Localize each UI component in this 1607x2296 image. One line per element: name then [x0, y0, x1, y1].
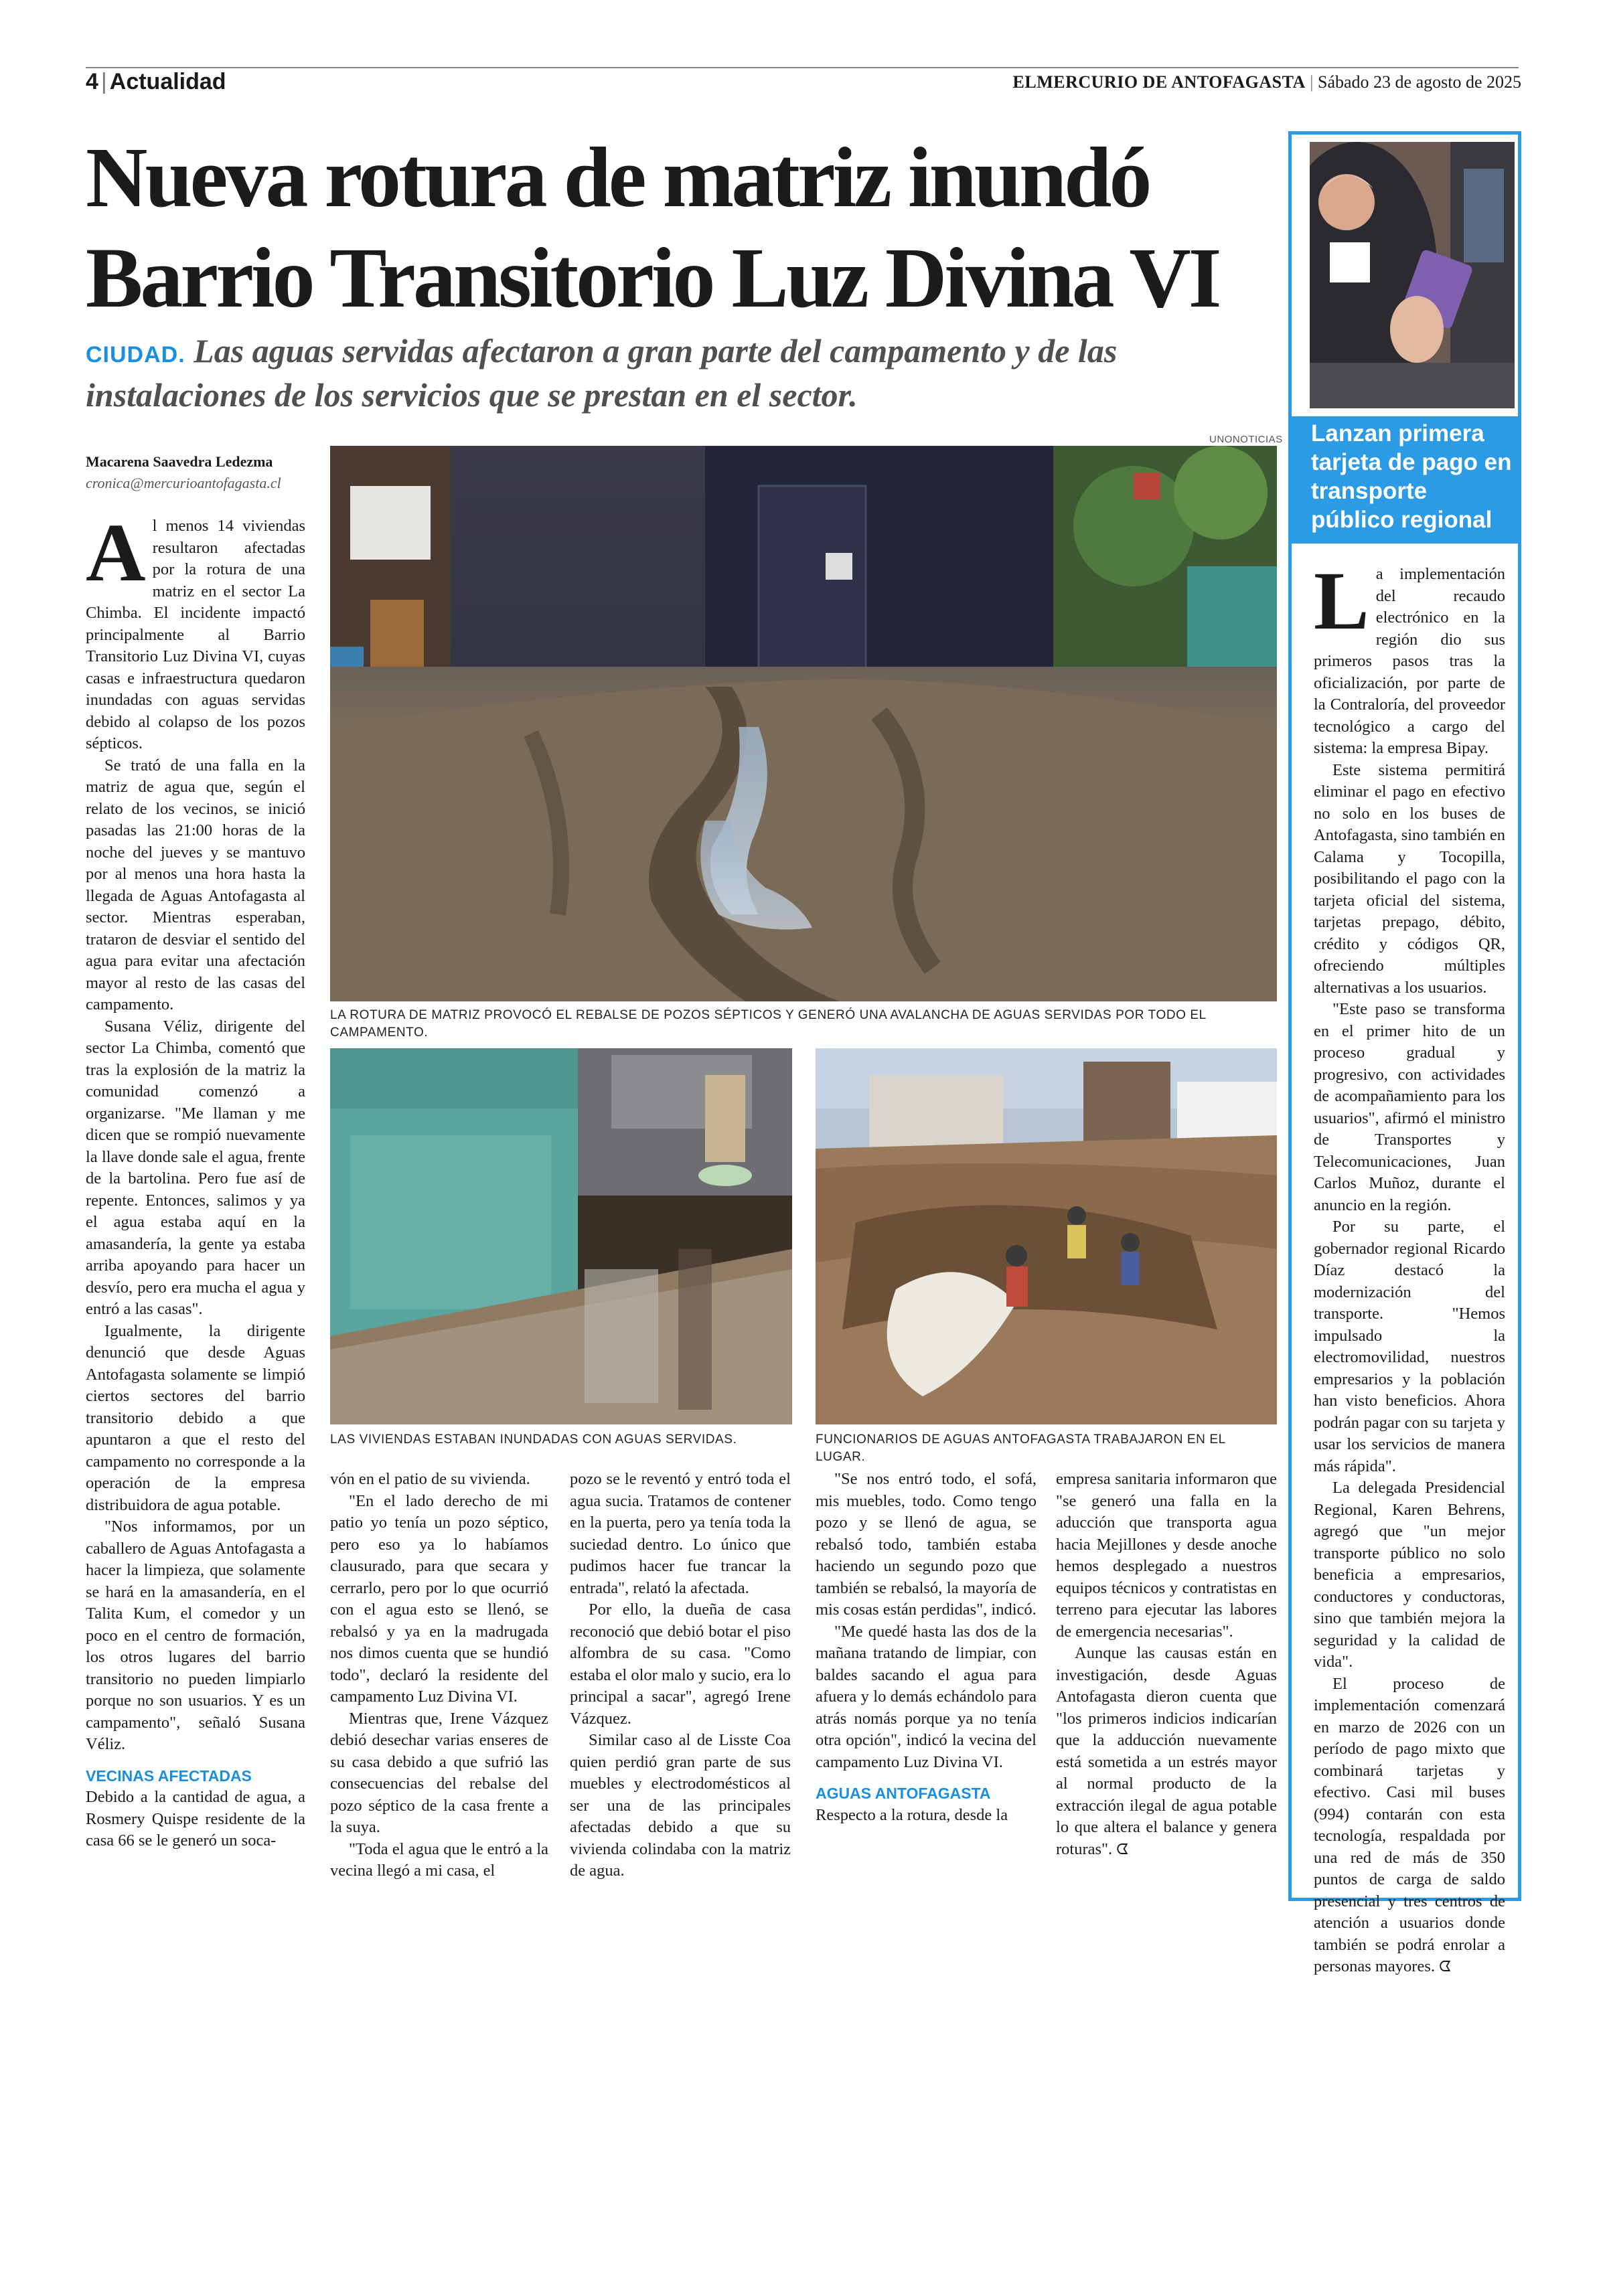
- left-photo: [330, 1048, 792, 1424]
- byline: [86, 451, 311, 494]
- subhead-vecinas: VECINAS AFECTADAS: [86, 1767, 252, 1785]
- right-photo: [816, 1048, 1277, 1424]
- paragraph: pozo se le reventó y entró toda el agua sucia. Tratamos de contener en la puerta, pero ya tenía toda la suciedad dentro. Lo único que pudimos hacer fue trancar la entrada", relató la afectada.: [570, 1470, 791, 1597]
- main-photo: [330, 446, 1277, 1001]
- article-column-3: [570, 1469, 791, 1882]
- page-folio: 4 | Actualidad: [86, 69, 226, 94]
- header-rule: [86, 67, 1519, 68]
- end-mark-icon: ᗧ: [1439, 1959, 1452, 1975]
- paragraph: "Me quedé hasta las dos de la mañana tratando de limpiar, con baldes sacando el agua para afuera y lo demás echándolo para atrás nomás porque ya no tenía otra opción", indicó la vecina del campamento Luz Divina VI.: [816, 1622, 1037, 1771]
- article-column-4: [816, 1469, 1037, 1826]
- author-name: Macarena Saavedra Ledezma: [86, 453, 273, 470]
- paragraph-text: Aunque las causas están en investigación, desde Aguas Antofagasta dieron cuenta que "los primeros indicios indicarían que la adducción nuevamente está sometida a un estrés mayor al normal producto de la extracción ilegal de agua potable lo que altera el balance y genera roturas".: [1056, 1644, 1277, 1858]
- paragraph: a implementación del recaudo electrónico en la región dio sus primeros pasos tras la oficialización, por parte de la Contraloría, del proveedor tecnológico a cargo del sistema: la empresa Bipay.: [1314, 565, 1505, 757]
- paragraph-text: El proceso de implementación comenzará en marzo de 2026 con un período de pago mixto que combinará tarjetas y efectivo. Casi mil buses (994) contarán con esta tecnología, respaldada por una red de más de 350 puntos de carga de saldo presencial y tres centros de atención a usuarios donde también se podrá enrolar a personas mayores.: [1314, 1674, 1505, 1975]
- sidebar-dropcap: L: [1314, 555, 1369, 647]
- paragraph: Se trató de una falla en la matriz de agua que, según el relato de los vecinos, se inició pasadas las 21:00 horas de la noche del jueves y se mantuvo por al menos una hora hasta la llegada de Aguas Antofagasta al sector. Mientras esperaban, trataron de desviar el sentido del agua para evitar una afectación mayor al resto de las casas del campamento.: [86, 756, 305, 1013]
- page-number: 4: [86, 69, 98, 94]
- photo-credit: UNONOTICIAS: [1209, 434, 1283, 445]
- paragraph: [1314, 1673, 1505, 1979]
- headline-line-2: Barrio Transitorio Luz Divina VI: [86, 230, 1219, 325]
- paragraph: La delegada Presidencial Regional, Karen Behrens, agregó que "un mejor transporte público no solo beneficia a empresarios, conductores y conductoras, sino que también mejora la seguridad y la calidad de vida".: [1314, 1479, 1505, 1671]
- caption-main: LA ROTURA DE MATRIZ PROVOCÓ EL REBALSE DE POZOS SÉPTICOS Y GENERÓ UNA AVALANCHA DE AGUAS SERVIDAS POR TODO EL CAMPAMENTO.: [330, 1008, 1207, 1040]
- paragraph: "Se nos entró todo, el sofá, mis muebles, todo. Como tengo pozo y se llenó de agua, se rebalsó todo, también estaba haciendo un segundo pozo que también se rebalsó, la mayoría de mis cosas están perdidas", indicó.: [816, 1470, 1037, 1619]
- headline-line-1: Nueva rotura de matriz inundó: [86, 130, 1150, 225]
- minister-card-image: [1310, 142, 1515, 408]
- sidebar-photo: [1310, 142, 1515, 408]
- kicker: CIUDAD.: [86, 342, 185, 367]
- paragraph: [1056, 1643, 1277, 1861]
- subhead-aguas: AGUAS ANTOFAGASTA: [816, 1785, 991, 1802]
- paragraph: Este sistema permitirá eliminar el pago en efectivo no solo en los buses de Antofagasta, sino también en Calama y Tocopilla, posibilitando el pago con la tarjeta oficial del sistema, tarjetas prepago, débito, crédito y códigos QR, ofreciendo múltiples alternativas a los usuarios.: [1314, 760, 1505, 997]
- issue-date: Sábado 23 de agosto de 2025: [1317, 72, 1521, 92]
- caption-left: LAS VIVIENDAS ESTABAN INUNDADAS CON AGUAS SERVIDAS.: [330, 1432, 737, 1447]
- article-column-1: [86, 507, 305, 1852]
- article-column-5: [1056, 1469, 1277, 1861]
- lead-text: Las aguas servidas afectaron a gran parte del campamento y de las instalaciones de los servicios que se prestan en el sector.: [86, 332, 1118, 414]
- paragraph: Similar caso al de Lisste Coa quien perdió gran parte de sus muebles y electrodomésticos al ser una de las principales afectadas debido a que su vivienda colindaba con la matriz de agua.: [570, 1731, 791, 1880]
- paragraph: Debido a la cantidad de agua, a Rosmery Quispe residente de la casa 66 se le generó un soca-: [86, 1788, 305, 1850]
- article-column-2: [330, 1469, 548, 1882]
- flooded-street-image: [330, 446, 1277, 1001]
- headline: [86, 127, 1284, 328]
- paragraph: "En el lado derecho de mi patio yo tenía un pozo séptico, pero eso ya lo habíamos clausurado, para que secara y cerrarlo, pero por lo que ocurrió con el agua esto se llenó, se rebalsó y ya en la madrugada nos dimos cuenta que se hundió todo", declaró la residente del campamento Luz Divina VI.: [330, 1491, 548, 1706]
- paragraph: vón en el patio de su vivienda.: [330, 1470, 530, 1488]
- paragraph: Susana Véliz, dirigente del sector La Chimba, comentó que tras la explosión de la matriz la comunidad comenzó a organizarse. "Me llaman y me dicen que se rompió nuevamente la llave donde sale el agua, frente de la bartolina. Pero fue así de repente. Entonces, salimos y ya el agua estaba aquí en la amasandería, la gente ya estaba arriba apoyando para hacer un desvío, pero era mucha el agua y entró a las casas".: [86, 1017, 305, 1318]
- author-email: cronica@mercurioantofagasta.cl: [86, 475, 281, 491]
- paragraph: empresa sanitaria informaron que "se generó una falla en la aducción que transporta agua hacia Mejillones y desde anoche hemos desplegado a nuestros equipos técnicos y contratistas en terreno para ejecutar las labores de emergencia necesarias".: [1056, 1470, 1277, 1641]
- dropcap: A: [86, 507, 146, 598]
- paragraph: l menos 14 viviendas resultaron afectadas por la rotura de una matriz en el sector La Chimba. El incidente impactó principalmente al Barrio Transitorio Luz Divina VI, cuyas casas e infraestructura quedaron inundadas con aguas servidas debido al colapso de los pozos sépticos.: [86, 517, 305, 752]
- paragraph: Igualmente, la dirigente denunció que desde Aguas Antofagasta solamente se limpió ciertos sectores del barrio transitorio debido a que apuntaron a que el resto del campamento no corresponde a la operación de la empresa distribuidora de agua potable.: [86, 1321, 305, 1514]
- paragraph: "Toda el agua que le entró a la vecina llegó a mi casa, el: [330, 1839, 548, 1880]
- sidebar-title: Lanzan primera tarjeta de pago en transporte público regional: [1311, 420, 1512, 533]
- paragraph: "Nos informamos, por un caballero de Aguas Antofagasta a hacer la limpieza, que solamente se hará en la amasandería, en el Talita Kum, el comedor y un poco en el centro de formación, los otros lugares del barrio transitorio no pueden limpiarlo porque no son usuarios. Y es un campamento", señaló Susana Véliz.: [86, 1518, 305, 1753]
- paragraph: Por su parte, el gobernador regional Ricardo Díaz destacó la modernización del transporte. "Hemos impulsado la electromovilidad, nuestros empresarios y la población han visto beneficios. Ahora podrán pagar con su tarjeta y usar los servicios de manera más rápida".: [1314, 1218, 1505, 1475]
- paragraph: Mientras que, Irene Vázquez debió desechar varias enseres de su casa debido a que sufrió las consecuencias del rebalse del pozo séptico de la casa frente a la suya.: [330, 1709, 548, 1836]
- sidebar-body: [1314, 555, 1505, 1979]
- flooded-house-image: [330, 1048, 792, 1424]
- end-mark-icon: ᗧ: [1116, 1841, 1129, 1858]
- caption-right: FUNCIONARIOS DE AGUAS ANTOFAGASTA TRABAJARON EN EL LUGAR.: [816, 1432, 1226, 1464]
- paragraph: Por ello, la dueña de casa reconoció que debió botar el piso alfombra de su casa. "Como estaba el olor malo y sucio, era lo principal a sacar", agregó Irene Vázquez.: [570, 1601, 791, 1728]
- paragraph: Respecto a la rotura, desde la: [816, 1805, 1008, 1824]
- masthead: ELMERCURIO DE ANTOFAGASTA | Sábado 23 de agosto de 2025: [1012, 72, 1521, 92]
- lead-paragraph: [86, 331, 1278, 415]
- paragraph: "Este paso se transforma en el primer hito de un proceso gradual y progresivo, con actividades de acompañamiento para los usuarios", afirmó el ministro de Transportes y Telecomunicaciones, Juan Carlos Muñoz, durante el anuncio en la región.: [1314, 1000, 1505, 1214]
- section-name: Actualidad: [109, 69, 226, 94]
- newspaper-name: ELMERCURIO DE ANTOFAGASTA: [1012, 72, 1306, 92]
- workers-excavation-image: [816, 1048, 1277, 1424]
